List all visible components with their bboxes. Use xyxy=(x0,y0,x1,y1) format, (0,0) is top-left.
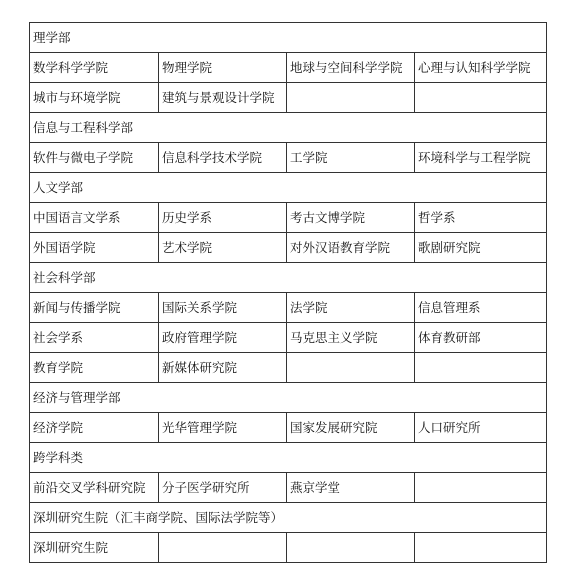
schools-table-body xyxy=(30,23,547,563)
school-cell: 人口研究所 xyxy=(415,413,547,443)
school-cell: 对外汉语教育学院 xyxy=(287,233,415,263)
school-cell: 信息科学技术学院 xyxy=(159,143,287,173)
schools-table xyxy=(29,22,547,563)
section-title: 理学部 xyxy=(30,23,547,53)
school-cell: 历史学系 xyxy=(159,203,287,233)
school-cell: 新闻与传播学院 xyxy=(30,293,159,323)
school-cell: 外国语学院 xyxy=(30,233,159,263)
school-cell: 艺术学院 xyxy=(159,233,287,263)
school-cell: 深圳研究生院 xyxy=(30,533,159,563)
section-header-row xyxy=(30,503,547,533)
school-row xyxy=(30,53,547,83)
school-cell: 歌剧研究院 xyxy=(415,233,547,263)
section-header-row xyxy=(30,173,547,203)
school-cell: 地球与空间科学学院 xyxy=(287,53,415,83)
school-cell: 中国语言文学系 xyxy=(30,203,159,233)
school-cell xyxy=(415,353,547,383)
school-row xyxy=(30,323,547,353)
school-row xyxy=(30,413,547,443)
school-cell: 信息管理系 xyxy=(415,293,547,323)
school-cell: 体育教研部 xyxy=(415,323,547,353)
section-title: 经济与管理学部 xyxy=(30,383,547,413)
school-cell xyxy=(287,353,415,383)
school-cell: 考古文博学院 xyxy=(287,203,415,233)
school-cell: 燕京学堂 xyxy=(287,473,415,503)
section-header-row xyxy=(30,263,547,293)
school-cell: 教育学院 xyxy=(30,353,159,383)
school-cell: 心理与认知科学学院 xyxy=(415,53,547,83)
school-cell: 光华管理学院 xyxy=(159,413,287,443)
school-cell: 工学院 xyxy=(287,143,415,173)
school-cell: 政府管理学院 xyxy=(159,323,287,353)
school-cell: 国际关系学院 xyxy=(159,293,287,323)
school-cell: 新媒体研究院 xyxy=(159,353,287,383)
school-cell xyxy=(415,473,547,503)
school-cell xyxy=(287,533,415,563)
section-header-row xyxy=(30,113,547,143)
school-cell: 经济学院 xyxy=(30,413,159,443)
school-cell: 国家发展研究院 xyxy=(287,413,415,443)
school-cell: 哲学系 xyxy=(415,203,547,233)
section-title: 跨学科类 xyxy=(30,443,547,473)
school-cell: 软件与微电子学院 xyxy=(30,143,159,173)
school-row xyxy=(30,293,547,323)
school-cell: 社会学系 xyxy=(30,323,159,353)
school-row xyxy=(30,353,547,383)
school-row xyxy=(30,143,547,173)
school-cell xyxy=(415,83,547,113)
school-cell xyxy=(159,533,287,563)
school-cell: 建筑与景观设计学院 xyxy=(159,83,287,113)
school-cell: 分子医学研究所 xyxy=(159,473,287,503)
school-cell: 城市与环境学院 xyxy=(30,83,159,113)
school-cell: 法学院 xyxy=(287,293,415,323)
school-row xyxy=(30,533,547,563)
section-title: 社会科学部 xyxy=(30,263,547,293)
school-cell: 前沿交叉学科研究院 xyxy=(30,473,159,503)
school-row xyxy=(30,203,547,233)
school-row xyxy=(30,83,547,113)
school-row xyxy=(30,473,547,503)
section-title: 信息与工程科学部 xyxy=(30,113,547,143)
section-header-row xyxy=(30,383,547,413)
section-header-row xyxy=(30,443,547,473)
school-cell xyxy=(415,533,547,563)
school-cell: 环境科学与工程学院 xyxy=(415,143,547,173)
school-row xyxy=(30,233,547,263)
school-cell xyxy=(287,83,415,113)
section-title: 人文学部 xyxy=(30,173,547,203)
school-cell: 数学科学学院 xyxy=(30,53,159,83)
school-cell: 马克思主义学院 xyxy=(287,323,415,353)
section-header-row xyxy=(30,23,547,53)
school-cell: 物理学院 xyxy=(159,53,287,83)
section-title: 深圳研究生院（汇丰商学院、国际法学院等） xyxy=(30,503,547,533)
